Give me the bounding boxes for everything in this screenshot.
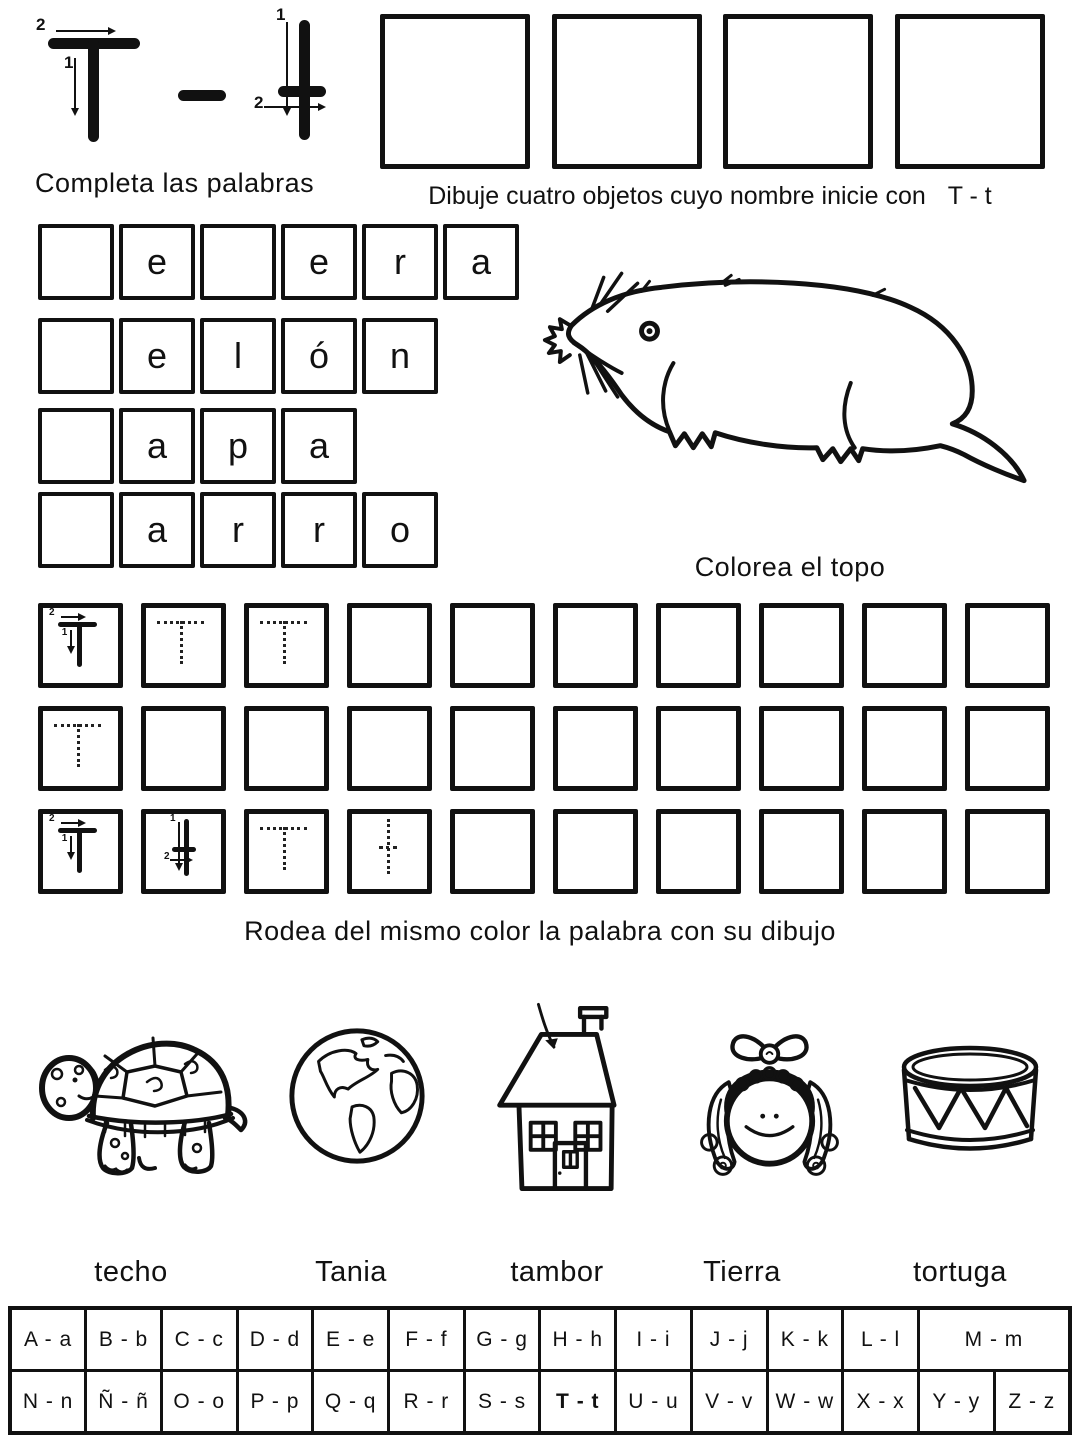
draw-box[interactable] [380, 14, 530, 169]
draw-box[interactable] [895, 14, 1045, 169]
alphabet-cell: O - o [161, 1371, 237, 1434]
alphabet-cell: C - c [161, 1308, 237, 1371]
alphabet-cell: F - f [389, 1308, 465, 1371]
trace-box-dotted-T[interactable] [141, 603, 226, 688]
house-drawing[interactable] [488, 998, 648, 1193]
alphabet-cell: I - i [616, 1308, 692, 1371]
stroke-number: 1 [276, 5, 286, 24]
trace-box-empty[interactable] [862, 603, 947, 688]
draw-caption-text: Dibuje cuatro objetos cuyo nombre inicie con [428, 182, 926, 210]
match-word-tierra[interactable]: Tierra [703, 1256, 781, 1288]
dash-separator [178, 90, 226, 101]
letter-box-filled: e [119, 224, 195, 300]
down-arrow-icon [286, 22, 288, 114]
alphabet-cell: N - n [10, 1371, 86, 1434]
trace-box-empty[interactable] [553, 603, 638, 688]
color-mole-caption: Colorea el topo [694, 552, 886, 582]
letter-t-bar [278, 86, 326, 97]
match-word-tambor[interactable]: tambor [510, 1256, 604, 1288]
right-arrow-icon [61, 616, 84, 618]
alphabet-cell: E - e [313, 1308, 389, 1371]
letter-T-stem [77, 622, 82, 667]
letter-box-empty[interactable] [38, 224, 114, 300]
letter-box-empty[interactable] [200, 224, 276, 300]
stroke-number: 2 [49, 607, 55, 618]
trace-box-empty[interactable] [450, 706, 535, 791]
right-arrow-icon [170, 859, 191, 861]
trace-box-empty[interactable] [553, 706, 638, 791]
dotted-letter-T-stem [283, 827, 286, 870]
stroke-number: 2 [49, 813, 55, 824]
trace-box-guide-T[interactable] [38, 603, 123, 688]
alphabet-cell: D - d [237, 1308, 313, 1371]
dotted-letter-T-stem [180, 621, 183, 664]
mole-drawing[interactable] [522, 243, 1040, 505]
match-word-techo[interactable]: techo [94, 1256, 168, 1288]
trace-row [38, 809, 1050, 894]
trace-row [38, 603, 1050, 688]
word-row [38, 408, 524, 484]
trace-box-empty[interactable] [965, 809, 1050, 894]
alphabet-cell: S - s [464, 1371, 540, 1434]
alphabet-cell: P - p [237, 1371, 313, 1434]
letter-box-filled: ó [281, 318, 357, 394]
trace-box-empty[interactable] [862, 809, 947, 894]
letter-box-filled: r [362, 224, 438, 300]
letter-box-empty[interactable] [38, 492, 114, 568]
letter-box-filled: n [362, 318, 438, 394]
trace-box-empty[interactable] [450, 603, 535, 688]
letter-box-filled: a [119, 492, 195, 568]
drum-drawing[interactable] [893, 1040, 1048, 1170]
alphabet-cell: J - j [691, 1308, 767, 1371]
alphabet-cell: H - h [540, 1308, 616, 1371]
trace-box-empty[interactable] [347, 706, 432, 791]
down-arrow-icon [70, 836, 72, 859]
word-row [38, 492, 524, 568]
alphabet-cell: L - l [843, 1308, 919, 1371]
dotted-letter-t-bar [379, 846, 397, 849]
alphabet-cell: A - a [10, 1308, 86, 1371]
stroke-number: 2 [254, 93, 264, 112]
stroke-number: 2 [36, 15, 46, 34]
stroke-number: 1 [61, 832, 68, 844]
letter-box-filled: a [119, 408, 195, 484]
stroke-number: 1 [61, 626, 68, 638]
trace-row [38, 706, 1050, 791]
trace-box-empty[interactable] [759, 706, 844, 791]
trace-box-empty[interactable] [862, 706, 947, 791]
letter-box-empty[interactable] [38, 318, 114, 394]
trace-box-empty[interactable] [965, 603, 1050, 688]
draw-objects-caption [360, 182, 1060, 211]
down-arrow-icon [70, 630, 72, 653]
draw-caption-letters: T - t [947, 182, 992, 210]
letter-t-bar [172, 847, 196, 852]
match-word-tania[interactable]: Tania [315, 1256, 387, 1288]
letter-box-filled: e [281, 224, 357, 300]
alphabet-cell: G - g [464, 1308, 540, 1371]
letter-box-filled: o [362, 492, 438, 568]
trace-box-dotted-T[interactable] [38, 706, 123, 791]
letter-box-empty[interactable] [38, 408, 114, 484]
stroke-number: 1 [170, 813, 176, 824]
trace-box-empty[interactable] [656, 603, 741, 688]
match-word-tortuga[interactable]: tortuga [913, 1256, 1007, 1288]
alphabet-cell: V - v [691, 1371, 767, 1434]
letter-box-filled: p [200, 408, 276, 484]
draw-box[interactable] [723, 14, 873, 169]
alphabet-cell: T - t [540, 1371, 616, 1434]
alphabet-cell: U - u [616, 1371, 692, 1434]
trace-box-empty[interactable] [759, 809, 844, 894]
right-arrow-icon [56, 30, 114, 32]
letter-T-stem [77, 828, 82, 873]
trace-box-empty[interactable] [656, 706, 741, 791]
letter-box-filled: l [200, 318, 276, 394]
trace-box-dotted-t[interactable] [347, 809, 432, 894]
down-arrow-icon [74, 58, 76, 114]
letter-box-filled: r [281, 492, 357, 568]
dotted-letter-T-stem [77, 724, 80, 767]
trace-box-dotted-T[interactable] [244, 603, 329, 688]
match-caption: Rodea del mismo color la palabra con su dibujo [244, 916, 836, 946]
word-completion-grid [38, 224, 524, 568]
trace-box-dotted-T[interactable] [244, 809, 329, 894]
alphabet-cell: W - w [767, 1371, 843, 1434]
stroke-number: 2 [164, 850, 170, 862]
alphabet-cell: Y - y [918, 1371, 994, 1434]
letter-box-filled: a [443, 224, 519, 300]
trace-box-empty[interactable] [759, 603, 844, 688]
letter-box-filled: a [281, 408, 357, 484]
letter-box-filled: e [119, 318, 195, 394]
letter-T-stem [88, 38, 99, 142]
trace-box-empty[interactable] [244, 706, 329, 791]
alphabet-cell: Q - q [313, 1371, 389, 1434]
trace-box-empty[interactable] [450, 809, 535, 894]
alphabet-cell: M - m [918, 1308, 1070, 1371]
letter-trace-guide [26, 6, 356, 164]
alphabet-cell: X - x [843, 1371, 919, 1434]
globe-drawing[interactable] [283, 1022, 431, 1170]
alphabet-row [10, 1371, 1070, 1434]
draw-boxes-row [380, 14, 1045, 169]
letter-t-stem [299, 20, 310, 140]
complete-words-title: Completa las palabras [35, 168, 315, 198]
alphabet-table [8, 1306, 1072, 1435]
dotted-letter-T-stem [283, 621, 286, 664]
trace-box-empty[interactable] [656, 809, 741, 894]
draw-box[interactable] [552, 14, 702, 169]
girl-drawing[interactable] [672, 1022, 867, 1187]
right-arrow-icon [264, 106, 324, 108]
alphabet-cell: Ñ - ñ [86, 1371, 162, 1434]
word-row [38, 318, 524, 394]
word-row [38, 224, 524, 300]
trace-box-empty[interactable] [347, 603, 432, 688]
trace-box-empty[interactable] [965, 706, 1050, 791]
trace-box-guide-T[interactable] [38, 809, 123, 894]
alphabet-cell: Z - z [994, 1371, 1070, 1434]
letter-box-filled: r [200, 492, 276, 568]
trace-box-guide-t[interactable] [141, 809, 226, 894]
trace-box-empty[interactable] [553, 809, 638, 894]
right-arrow-icon [61, 822, 84, 824]
tracing-grid [38, 603, 1050, 912]
alphabet-cell: B - b [86, 1308, 162, 1371]
alphabet-cell: K - k [767, 1308, 843, 1371]
trace-box-empty[interactable] [141, 706, 226, 791]
alphabet-cell: R - r [389, 1371, 465, 1434]
alphabet-row [10, 1308, 1070, 1371]
stroke-number: 1 [64, 53, 74, 72]
down-arrow-icon [178, 822, 180, 869]
turtle-drawing[interactable] [35, 1008, 260, 1183]
